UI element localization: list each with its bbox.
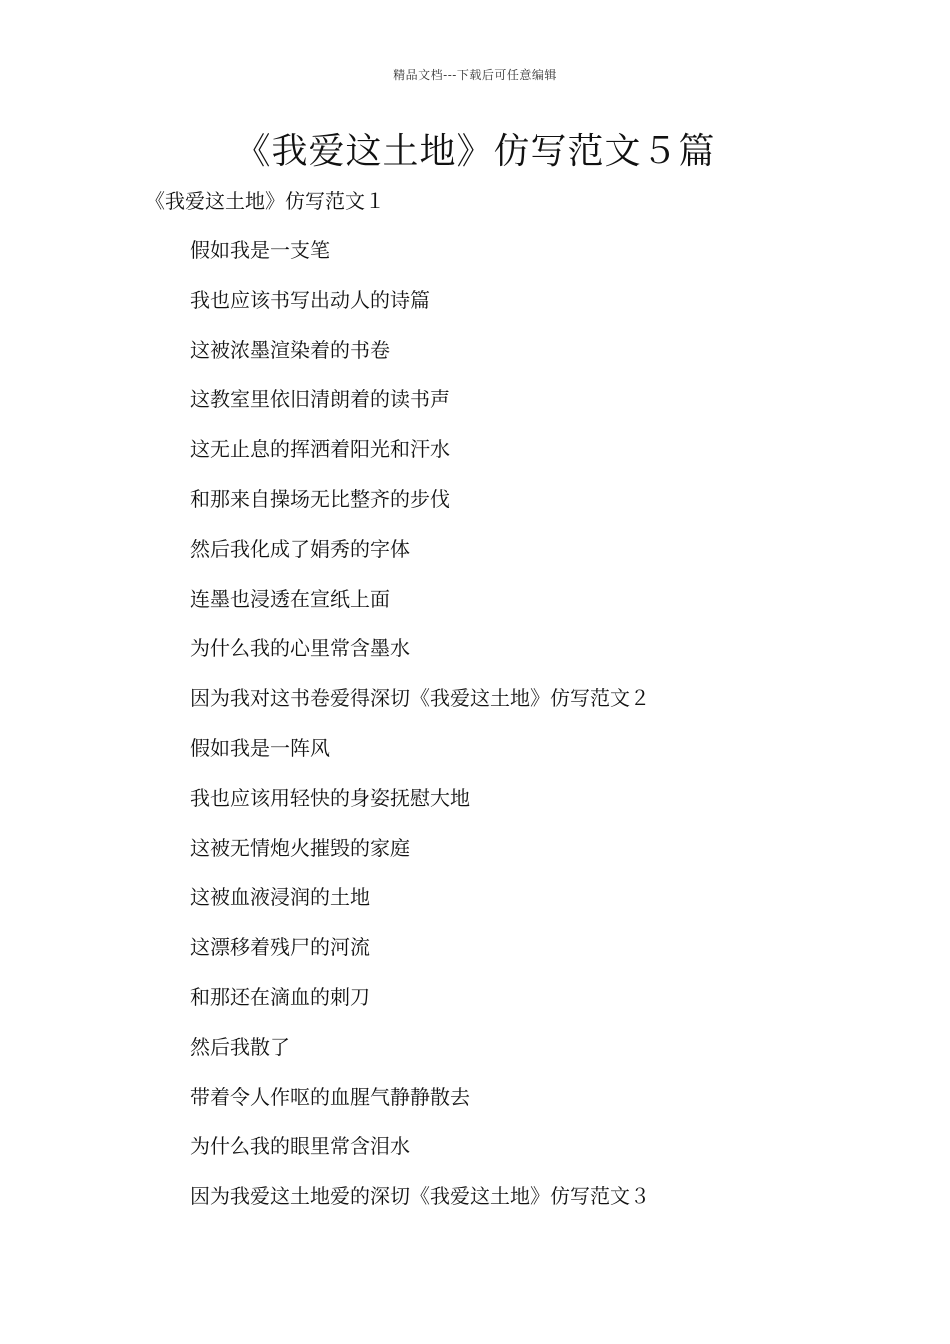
poem-line: 我也应该用轻快的身姿抚慰大地 <box>190 785 470 810</box>
poem-line: 然后我化成了娟秀的字体 <box>190 536 410 561</box>
poem-line: 因为我爱这土地爱的深切《我爱这土地》仿写范文３ <box>190 1184 650 1209</box>
poem-lines <box>190 235 650 1231</box>
poem-line: 带着令人作呕的血腥气静静散去 <box>190 1084 470 1109</box>
poem-line: 我也应该书写出动人的诗篇 <box>190 287 430 312</box>
poem-line: 这无止息的挥洒着阳光和汗水 <box>190 437 450 462</box>
poem-line: 这教室里依旧清朗着的读书声 <box>190 387 450 412</box>
section-heading: 《我爱这土地》仿写范文１ <box>145 189 385 213</box>
poem-line: 为什么我的心里常含墨水 <box>190 636 410 661</box>
document-title: 《我爱这土地》仿写范文５篇 <box>234 131 716 172</box>
poem-line: 为什么我的眼里常含泪水 <box>190 1134 410 1159</box>
poem-line: 这被无情炮火摧毁的家庭 <box>190 835 410 860</box>
poem-line: 这被血液浸润的土地 <box>190 885 370 910</box>
poem-line: 假如我是一阵风 <box>190 735 330 760</box>
poem-line: 因为我对这书卷爱得深切《我爱这土地》仿写范文２ <box>190 686 650 711</box>
page-header: 精品文档---下载后可任意编辑 <box>393 68 557 82</box>
poem-line: 这被浓墨渲染着的书卷 <box>190 337 390 362</box>
poem-line: 连墨也浸透在宣纸上面 <box>190 586 390 611</box>
poem-line: 和那来自操场无比整齐的步伐 <box>190 486 450 511</box>
poem-line: 然后我散了 <box>190 1034 290 1059</box>
poem-line: 假如我是一支笔 <box>190 238 330 262</box>
poem-line: 和那还在滴血的刺刀 <box>190 984 370 1009</box>
poem-line: 这漂移着残尸的河流 <box>190 935 370 960</box>
